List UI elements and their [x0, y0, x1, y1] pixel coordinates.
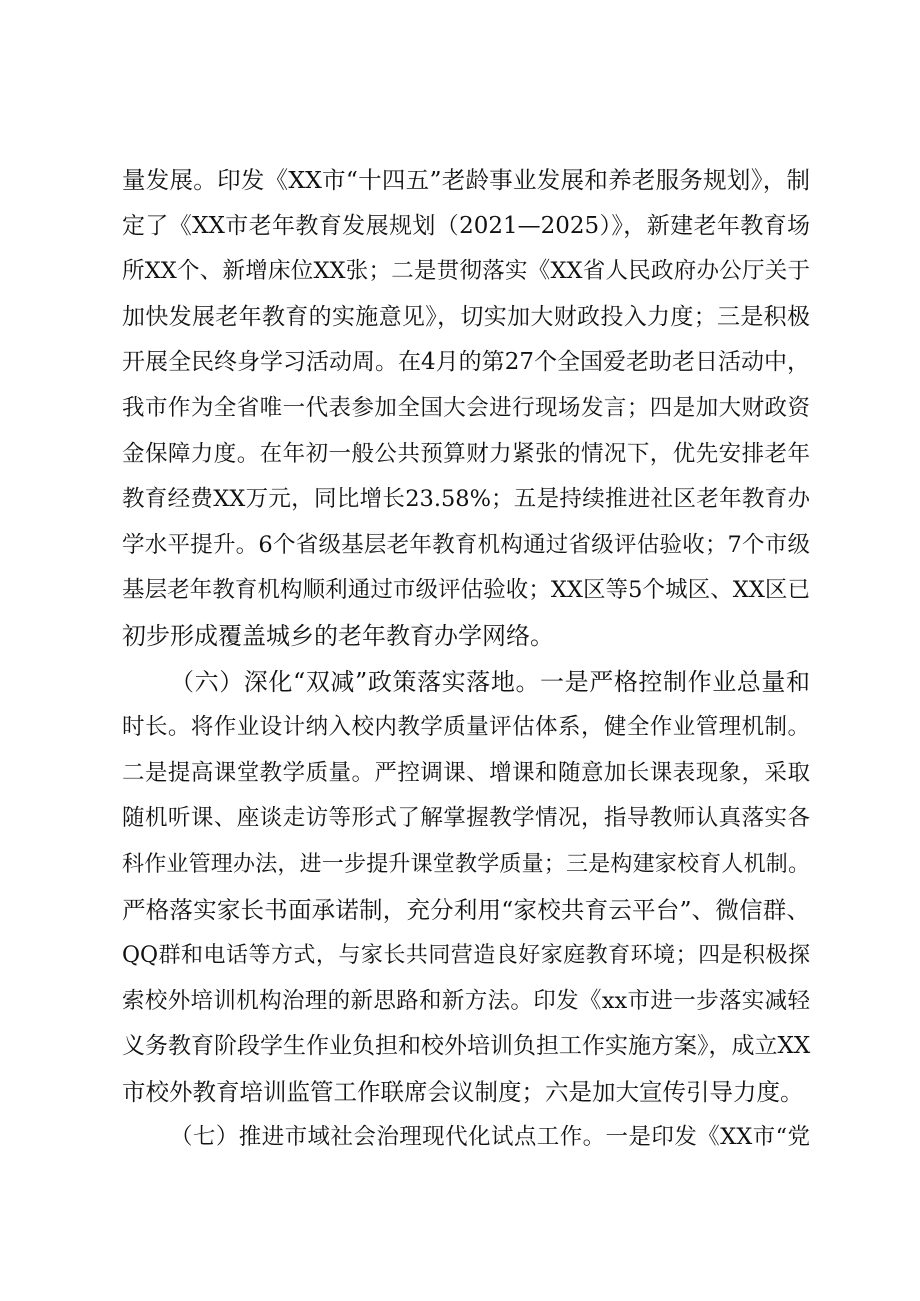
text-line: 二是提高课堂教学质量。严控调课、增课和随意加长课表现象，采取: [122, 759, 810, 786]
text-line: 加快发展老年教育的实施意见》，切实加大财政投入力度；三是积极: [122, 303, 810, 330]
text-line: 义务教育阶段学生作业负担和校外培训负担工作实施方案》，成立XX: [122, 1033, 811, 1060]
body-text: [122, 158, 810, 1161]
text-line: 教育经费XX万元，同比增长23.58%；五是持续推进社区老年教育办: [122, 486, 810, 513]
text-line: 时长。将作业设计纳入校内教学质量评估体系，健全作业管理机制。: [122, 714, 810, 741]
text-line: 所XX个、新增床位XX张；二是贯彻落实《XX省人民政府办公厅关于: [122, 258, 810, 285]
text-line: 开展全民终身学习活动周。在4月的第27个全国爱老助老日活动中，: [122, 349, 810, 376]
paragraph-end-line: 初步形成覆盖城乡的老年教育办学网络。: [122, 621, 554, 650]
text-line: 学水平提升。6个省级基层老年教育机构通过省级评估验收；7个市级: [122, 531, 810, 558]
text-line: 基层老年教育机构顺利通过市级评估验收；XX区等5个城区、XX区已: [122, 577, 810, 604]
paragraph-end-line: 市校外教育培训监管工作联席会议制度；六是加大宣传引导力度。: [122, 1077, 804, 1106]
section-heading-line: （六）深化“双减”政策落实落地。一是严格控制作业总量和: [170, 667, 810, 696]
text-line: 金保障力度。在年初一般公共预算财力紧张的情况下，优先安排老年: [122, 440, 810, 467]
section-heading-line: （七）推进市域社会治理现代化试点工作。一是印发《XX市“党: [170, 1124, 810, 1151]
text-line: 索校外培训机构治理的新思路和新方法。印发《xx市进一步落实减轻: [122, 987, 810, 1014]
text-line: 严格落实家长书面承诺制，充分利用“家校共育云平台”、微信群、: [122, 895, 810, 924]
text-line: 科作业管理办法，进一步提升课堂教学质量；三是构建家校育人机制。: [122, 851, 810, 877]
text-line: QQ群和电话等方式，与家长共同营造良好家庭教育环境；四是积极探: [122, 943, 810, 969]
text-line: 我市作为全省唯一代表参加全国大会进行现场发言；四是加大财政资: [122, 394, 810, 421]
text-line: 定了《XX市老年教育发展规划（2021—2025）》，新建老年教育场: [122, 212, 810, 239]
text-line: 随机听课、座谈走访等形式了解掌握教学情况，指导教师认真落实各: [122, 805, 810, 832]
text-line: 量发展。印发《XX市“十四五”老龄事业发展和养老服务规划》，制: [122, 166, 810, 194]
